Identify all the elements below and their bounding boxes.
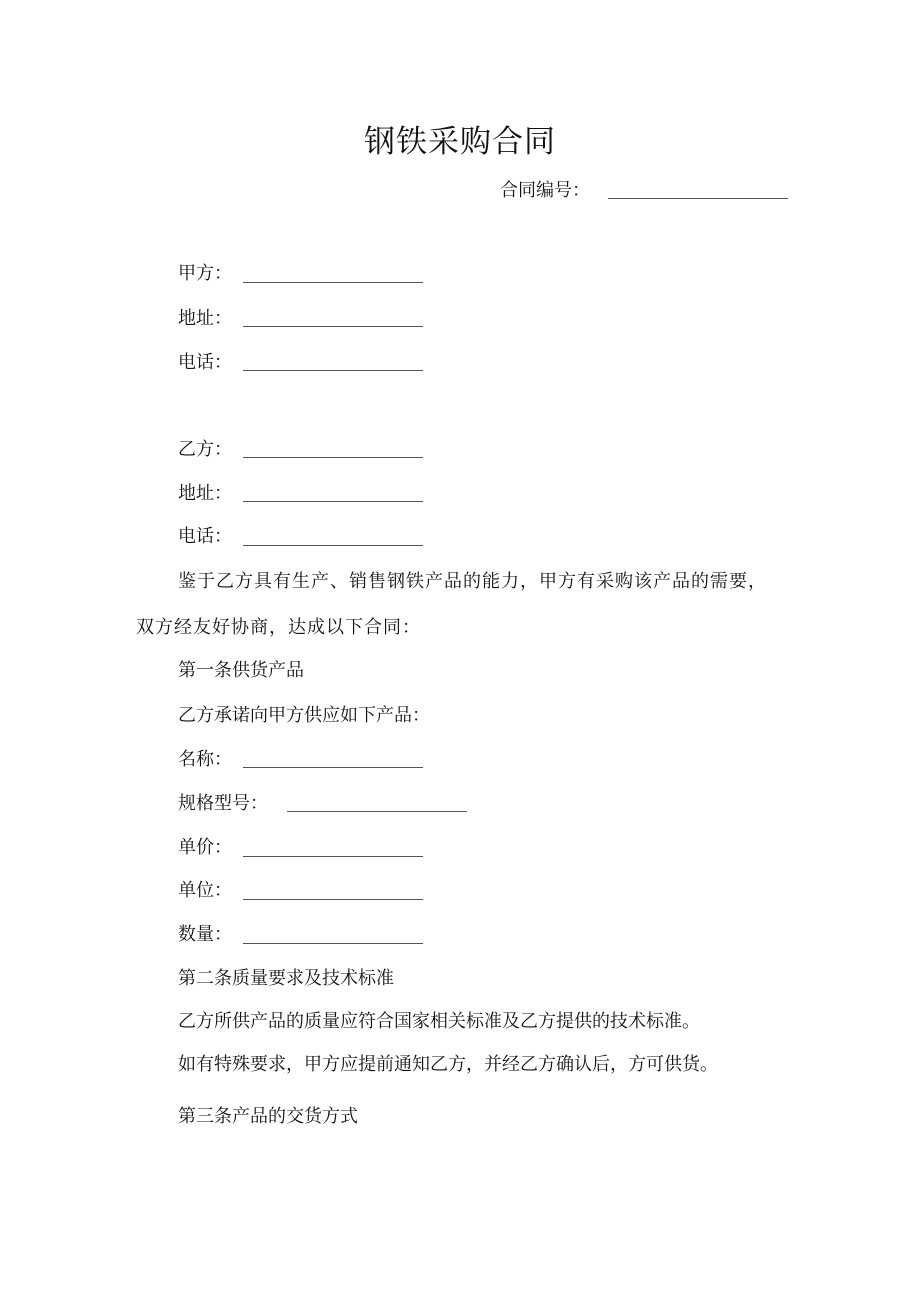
contract-number-label: 合同编号： [500,180,590,201]
unit-price-field[interactable] [243,856,423,857]
product-name-field[interactable] [243,767,423,768]
party-b-phone-label: 电话： [178,526,232,547]
party-a-field[interactable] [243,282,423,283]
article-1-text: 乙方承诺向甲方供应如下产品： [178,705,430,726]
article-1-heading: 第一条供货产品 [178,660,304,681]
intro-line-1: 鉴于乙方具有生产、销售钢铁产品的能力，甲方有采购该产品的需要， [178,571,767,592]
spec-label: 规格型号： [178,793,268,814]
quantity-field[interactable] [243,943,423,944]
unit-label: 单位： [178,880,232,901]
quantity-label: 数量： [178,924,232,945]
article-2-text-2: 如有特殊要求，甲方应提前通知乙方，并经乙方确认后，方可供货。 [178,1054,718,1075]
article-2-heading: 第二条质量要求及技术标准 [178,968,394,989]
article-3-heading: 第三条产品的交货方式 [178,1106,358,1127]
party-a-address-field[interactable] [243,326,423,327]
article-2-text-1: 乙方所供产品的质量应符合国家相关标准及乙方提供的技术标准。 [178,1011,700,1032]
intro-line-2: 双方经友好协商，达成以下合同： [136,617,421,638]
party-b-field[interactable] [243,457,423,458]
unit-price-label: 单价： [178,837,232,858]
party-a-label: 甲方： [178,263,232,284]
unit-field[interactable] [243,899,423,900]
spec-field[interactable] [287,811,467,812]
document-title: 钢铁采购合同 [364,124,556,160]
party-b-label: 乙方： [178,439,232,460]
contract-number-field[interactable] [608,198,788,199]
product-name-label: 名称： [178,749,232,770]
party-a-phone-field[interactable] [243,370,423,371]
party-a-phone-label: 电话： [178,352,232,373]
party-a-address-label: 地址： [178,308,232,329]
party-b-address-label: 地址： [178,483,232,504]
party-b-address-field[interactable] [243,501,423,502]
party-b-phone-field[interactable] [243,545,423,546]
